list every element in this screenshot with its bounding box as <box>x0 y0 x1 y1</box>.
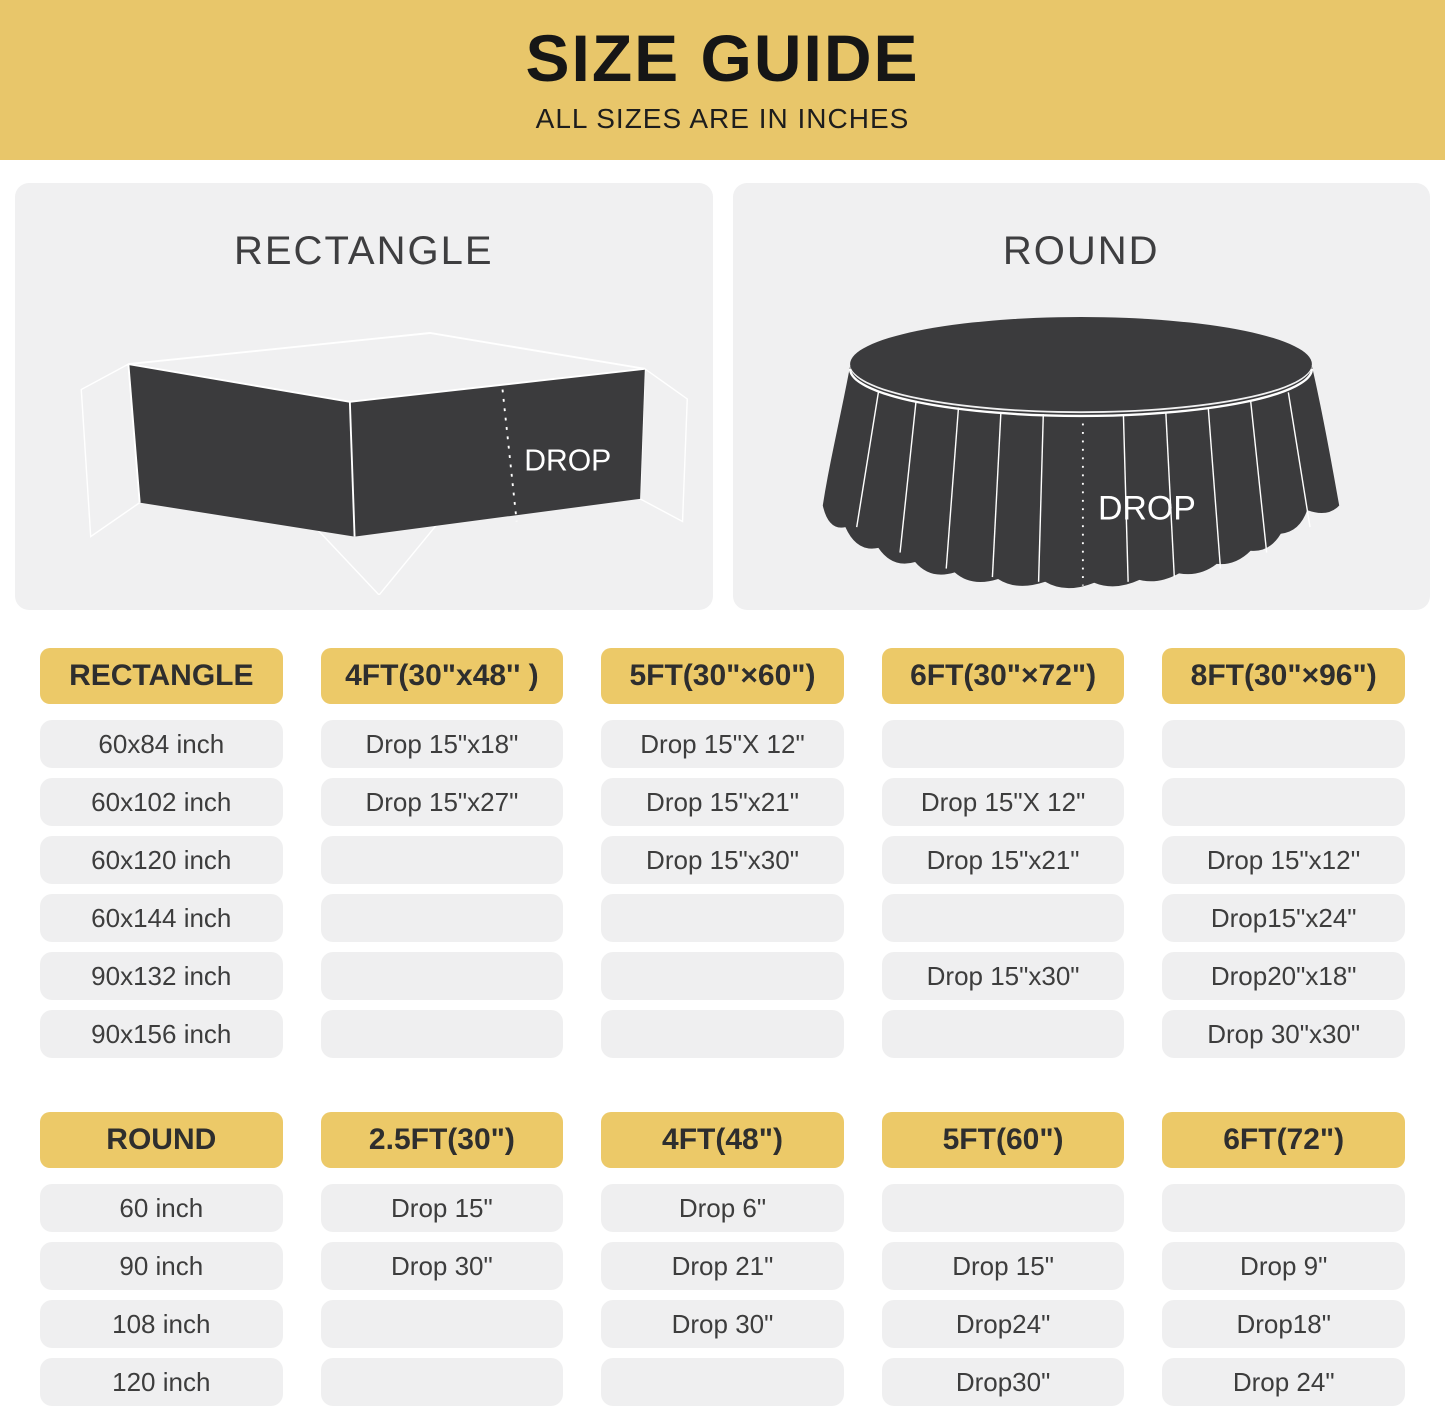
column-header-pill: 8FT(30"×96") <box>1162 648 1405 704</box>
size-guide-title: SIZE GUIDE <box>525 21 920 95</box>
column-header-pill: 4FT(48") <box>601 1112 844 1168</box>
empty-cell <box>321 952 564 1000</box>
column-header-pill: ROUND <box>40 1112 283 1168</box>
size-cell: 108 inch <box>40 1300 283 1348</box>
drop-cell: Drop 30" <box>321 1242 564 1290</box>
drop-cell: Drop18" <box>1162 1300 1405 1348</box>
drop-cell: Drop 15"x21" <box>601 778 844 826</box>
drop-cell: Drop30" <box>882 1358 1125 1406</box>
rectangle-table-header-row <box>40 648 1405 704</box>
round-panel-title: ROUND <box>1002 229 1160 273</box>
drop-cell: Drop 15" <box>882 1242 1125 1290</box>
size-guide-subtitle: ALL SIZES ARE IN INCHES <box>535 103 910 134</box>
empty-cell <box>601 1010 844 1058</box>
empty-cell <box>1162 720 1405 768</box>
drop-cell: Drop 15"x12'' <box>1162 836 1405 884</box>
round-table-body <box>40 1184 1405 1406</box>
left-face <box>128 364 354 536</box>
drop-cell: Drop 15"X 12" <box>601 720 844 768</box>
drop-cell: Drop24" <box>882 1300 1125 1348</box>
drop-cell: Drop 24" <box>1162 1358 1405 1406</box>
size-cell: 60x84 inch <box>40 720 283 768</box>
empty-cell <box>321 1010 564 1058</box>
size-cell: 60 inch <box>40 1184 283 1232</box>
empty-cell <box>601 894 844 942</box>
round-panel <box>733 183 1431 610</box>
drop-cell: Drop 15"x27" <box>321 778 564 826</box>
empty-cell <box>882 1184 1125 1232</box>
drop-cell: Drop 9" <box>1162 1242 1405 1290</box>
drop-cell: Drop20"x18" <box>1162 952 1405 1000</box>
drop-cell: Drop 15" <box>321 1184 564 1232</box>
drop-label: DROP <box>523 444 612 478</box>
size-cell: 90x156 inch <box>40 1010 283 1058</box>
empty-cell <box>1162 778 1405 826</box>
empty-cell <box>321 1358 564 1406</box>
size-cell: 120 inch <box>40 1358 283 1406</box>
column-header-pill: 2.5FT(30") <box>321 1112 564 1168</box>
drop-cell: Drop 15"X 12" <box>882 778 1125 826</box>
empty-cell <box>1162 1184 1405 1232</box>
round-table-header-row <box>40 1112 1405 1168</box>
size-guide-header <box>0 0 1445 160</box>
drop-label: DROP <box>1098 489 1197 528</box>
illustration-panels <box>0 183 1445 610</box>
empty-cell <box>601 1358 844 1406</box>
size-cell: 60x102 inch <box>40 778 283 826</box>
empty-cell <box>321 1300 564 1348</box>
drop-cell: Drop 15"x30" <box>882 952 1125 1000</box>
drop-cell: Drop 21" <box>601 1242 844 1290</box>
drop-cell: Drop 15"x18" <box>321 720 564 768</box>
size-cell: 60x120 inch <box>40 836 283 884</box>
size-cell: 90 inch <box>40 1242 283 1290</box>
drop-cell: Drop 15"x21" <box>882 836 1125 884</box>
drop-cell: Drop 30" <box>601 1300 844 1348</box>
empty-cell <box>321 836 564 884</box>
empty-cell <box>882 1010 1125 1058</box>
empty-cell <box>882 894 1125 942</box>
round-tablecloth-illustration <box>751 284 1411 595</box>
empty-cell <box>321 894 564 942</box>
rectangle-panel-title: RECTANGLE <box>233 229 494 273</box>
empty-cell <box>882 720 1125 768</box>
size-cell: 90x132 inch <box>40 952 283 1000</box>
size-tables <box>0 648 1445 1406</box>
empty-cell <box>601 952 844 1000</box>
round-size-table <box>40 1112 1405 1406</box>
drop-cell: Drop 30"x30" <box>1162 1010 1405 1058</box>
rectangle-panel <box>15 183 713 610</box>
rectangle-tablecloth-illustration <box>34 284 694 595</box>
round-table-top <box>850 317 1312 411</box>
column-header-pill: 6FT(30"×72") <box>882 648 1125 704</box>
column-header-pill: 5FT(60") <box>882 1112 1125 1168</box>
column-header-pill: 5FT(30"×60") <box>601 648 844 704</box>
column-header-pill: 6FT(72") <box>1162 1112 1405 1168</box>
drop-cell: Drop 15"x30" <box>601 836 844 884</box>
column-header-pill: RECTANGLE <box>40 648 283 704</box>
rectangle-size-table <box>40 648 1405 1058</box>
right-flap <box>640 369 687 522</box>
rectangle-table-body <box>40 720 1405 1058</box>
drop-cell: Drop15"x24" <box>1162 894 1405 942</box>
size-cell: 60x144 inch <box>40 894 283 942</box>
drop-cell: Drop 6" <box>601 1184 844 1232</box>
column-header-pill: 4FT(30"x48'' ) <box>321 648 564 704</box>
